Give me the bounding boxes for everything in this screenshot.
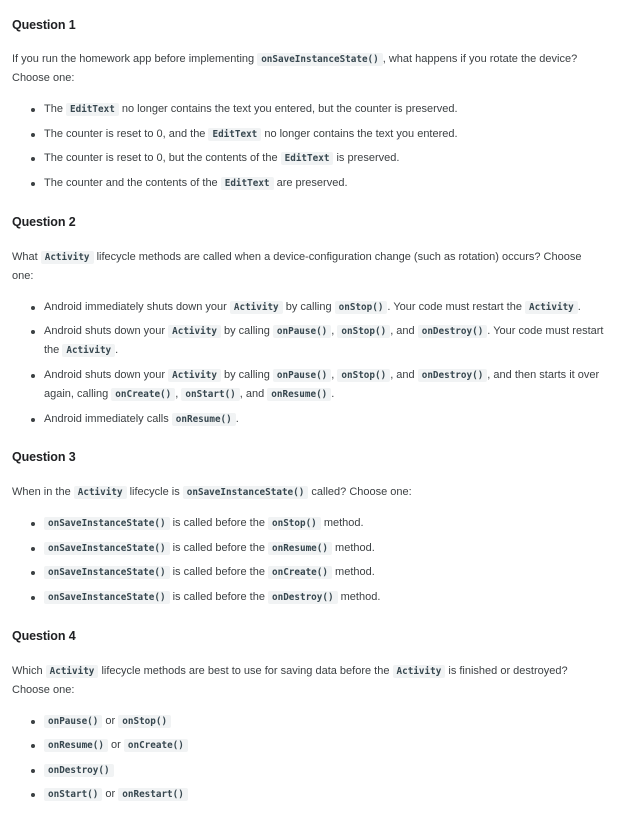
code-term: onResume() (44, 739, 108, 752)
question-4-option-2[interactable]: onResume() or onCreate() (12, 736, 604, 755)
code-term: onResume() (268, 542, 332, 555)
code-term: onStop() (337, 369, 390, 382)
question-4 (12, 628, 612, 800)
code-term: onCreate() (124, 739, 188, 752)
question-4-option-4[interactable]: onStart() or onRestart() (12, 785, 604, 804)
code-term: Activity (525, 301, 578, 314)
code-term: Activity (393, 665, 446, 678)
question-3-prompt: When in the Activity lifecycle is onSaveInstanceState() called? Choose one: (12, 486, 412, 498)
code-term: Activity (168, 369, 221, 382)
question-3-title: Question 3 (12, 450, 76, 464)
question-1-option-1[interactable]: The EditText no longer contains the text you entered, but the counter is preserved. (12, 100, 604, 119)
question-3 (12, 449, 612, 603)
code-term: onPause() (273, 325, 331, 338)
code-term: Activity (168, 325, 221, 338)
question-3-option-1[interactable]: onSaveInstanceState() is called before the onStop() method. (12, 514, 604, 533)
question-2-prompt: What Activity lifecycle methods are called when a device-configuration change (such as rotation) occurs? Choose one: (12, 251, 582, 282)
code-term: onSaveInstanceState() (257, 53, 383, 66)
question-4-option-1[interactable]: onPause() or onStop() (12, 712, 604, 731)
code-term: onStop() (337, 325, 390, 338)
question-1-title: Question 1 (12, 18, 76, 32)
question-2-option-2[interactable]: Android shuts down your Activity by calling onPause() , onStop() , and onDestroy() . Your code must restart the Activity . (12, 322, 604, 360)
code-term: EditText (281, 152, 334, 165)
code-term: onStart() (44, 788, 102, 801)
code-term: EditText (208, 128, 261, 141)
question-4-option-3[interactable] (12, 761, 604, 780)
code-term: onDestroy() (268, 591, 338, 604)
code-term: onCreate() (268, 566, 332, 579)
question-1-option-2[interactable]: The counter is reset to 0, and the EditText no longer contains the text you entered. (12, 125, 604, 144)
code-term: EditText (66, 103, 119, 116)
code-term: onStop() (268, 517, 321, 530)
code-term: Activity (74, 486, 127, 499)
code-term: onSaveInstanceState() (44, 542, 170, 555)
code-term: onPause() (273, 369, 331, 382)
code-term: onDestroy() (44, 764, 114, 777)
question-4-title: Question 4 (12, 629, 76, 643)
code-term: Activity (62, 344, 115, 357)
code-term: onSaveInstanceState() (44, 566, 170, 579)
question-2-option-3[interactable]: Android shuts down your Activity by calling onPause() , onStop() , and onDestroy() , and then starts it over again, calling onCreate() , onStart() , and onResume() . (12, 366, 604, 404)
question-3-option-4[interactable]: onSaveInstanceState() is called before the onDestroy() method. (12, 588, 604, 607)
question-3-option-3[interactable]: onSaveInstanceState() is called before the onCreate() method. (12, 563, 604, 582)
question-3-option-2[interactable]: onSaveInstanceState() is called before the onResume() method. (12, 539, 604, 558)
question-2-option-1[interactable]: Android immediately shuts down your Activity by calling onStop() . Your code must restart the Activity . (12, 298, 604, 317)
code-term: onSaveInstanceState() (44, 591, 170, 604)
code-term: onDestroy() (418, 325, 488, 338)
question-2 (12, 214, 612, 425)
code-term: onStop() (335, 301, 388, 314)
question-4-prompt: Which Activity lifecycle methods are best to use for saving data before the Activity is finished or destroyed? Choose one: (12, 665, 568, 696)
question-1 (12, 17, 612, 189)
code-term: EditText (221, 177, 274, 190)
question-1-prompt: If you run the homework app before implementing onSaveInstanceState() , what happens if you rotate the device? Choose one: (12, 53, 578, 84)
code-term: onCreate() (111, 388, 175, 401)
code-term: Activity (41, 251, 94, 264)
code-term: onStop() (118, 715, 171, 728)
code-term: onStart() (181, 388, 239, 401)
code-term: onSaveInstanceState() (44, 517, 170, 530)
code-term: Activity (230, 301, 283, 314)
code-term: onDestroy() (418, 369, 488, 382)
question-1-option-3[interactable]: The counter is reset to 0, but the contents of the EditText is preserved. (12, 149, 604, 168)
question-1-option-4[interactable]: The counter and the contents of the EditText are preserved. (12, 174, 604, 193)
question-2-title: Question 2 (12, 215, 76, 229)
code-term: Activity (46, 665, 99, 678)
code-term: onRestart() (118, 788, 188, 801)
code-term: onResume() (172, 413, 236, 426)
question-2-option-4[interactable]: Android immediately calls onResume() . (12, 410, 604, 429)
code-term: onSaveInstanceState() (183, 486, 309, 499)
code-term: onPause() (44, 715, 102, 728)
code-term: onResume() (267, 388, 331, 401)
